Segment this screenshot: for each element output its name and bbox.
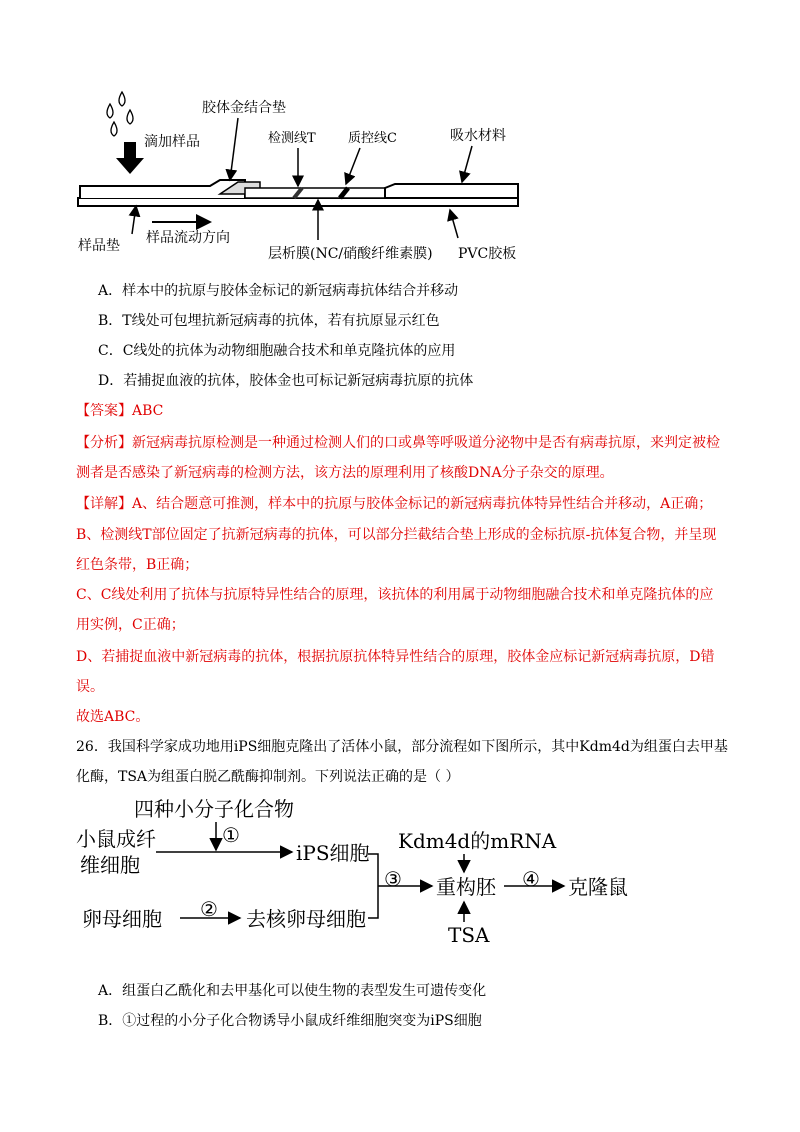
- q25-detail-line-2: B、检测线T部位固定了抗新冠病毒的抗体，可以部分拦截结合垫上形成的金标抗原-抗体复合物，并呈现: [76, 527, 717, 543]
- q25-detail-line-1: 【详解】A、结合题意可推测，样本中的抗原与胶体金标记的新冠病毒抗体特异性结合并移动，A正确；: [76, 496, 713, 512]
- label-clone: 克隆鼠: [568, 875, 628, 899]
- q26-option-b: B．①过程的小分子化合物诱导小鼠成纤维细胞突变为iPS细胞: [98, 1013, 482, 1029]
- q26-stem-line-1: 26．我国科学家成功地用iPS细胞克隆出了活体小鼠，部分流程如下图所示，其中Kdm4d为组蛋白去甲基: [76, 739, 728, 755]
- q25-option-a: A．样本中的抗原与胶体金标记的新冠病毒抗体结合并移动: [98, 283, 459, 299]
- pvc-board: [78, 198, 518, 206]
- label-pvc: PVC胶板: [458, 246, 517, 262]
- label-enucleated: 去核卵母细胞: [246, 907, 366, 931]
- q26-stem-line-2: 化酶，TSA为组蛋白脱乙酰酶抑制剂。下列说法正确的是（ ）: [76, 769, 460, 785]
- label-fibroblast-2: 维细胞: [80, 853, 140, 877]
- label-absorbent: 吸水材料: [450, 128, 506, 144]
- drop-arrow-icon: [116, 142, 144, 174]
- test-strip-diagram: [70, 88, 540, 268]
- label-flow: 样品流动方向: [146, 230, 230, 246]
- label-control-line: 质控线C: [348, 131, 397, 146]
- sample-pad: [80, 180, 245, 198]
- label-sample-drop: 滴加样品: [144, 134, 200, 150]
- label-test-line: 检测线T: [268, 131, 316, 146]
- q25-detail-line-7: 误。: [76, 679, 104, 695]
- q25-detail-line-3: 红色条带，B正确；: [76, 557, 199, 573]
- label-ips: iPS细胞: [296, 841, 370, 865]
- q25-option-d: D．若捕捉血液的抗体，胶体金也可标记新冠病毒抗原的抗体: [98, 373, 474, 389]
- droplet-icon: [107, 92, 133, 136]
- label-step2: ②: [200, 897, 218, 921]
- label-sample-pad: 样品垫: [78, 238, 120, 254]
- label-mrna: Kdm4d的mRNA: [398, 829, 557, 853]
- label-oocyte: 卵母细胞: [82, 907, 162, 931]
- q25-analysis-line-1: 【分析】新冠病毒抗原检测是一种通过检测人们的口或鼻等呼吸道分泌物中是否有病毒抗原，来判定被检: [76, 435, 720, 451]
- q25-conclusion: 故选ABC。: [76, 709, 150, 725]
- label-gold-pad: 胶体金结合垫: [202, 100, 286, 116]
- q25-answer: 【答案】ABC: [76, 403, 164, 419]
- ips-cloning-flowchart: [76, 792, 656, 952]
- q25-detail-line-5: 用实例，C正确；: [76, 617, 185, 633]
- q25-detail-line-4: C、C线处利用了抗体与抗原特异性结合的原理，该抗体的利用属于动物细胞融合技术和单克隆抗体的应: [76, 587, 714, 603]
- label-fibroblast-1: 小鼠成纤: [76, 827, 156, 851]
- absorbent-pad: [385, 184, 518, 198]
- q25-option-b: B．T线处可包埋抗新冠病毒的抗体，若有抗原显示红色: [98, 313, 440, 329]
- q25-detail-line-6: D、若捕捉血液中新冠病毒的抗体，根据抗原抗体特异性结合的原理，胶体金应标记新冠病毒抗原，D错: [76, 649, 715, 665]
- label-embryo: 重构胚: [436, 875, 496, 899]
- label-tsa: TSA: [448, 923, 490, 947]
- label-compounds: 四种小分子化合物: [134, 797, 294, 821]
- label-step1: ①: [222, 823, 240, 847]
- q25-option-c: C．C线处的抗体为动物细胞融合技术和单克隆抗体的应用: [98, 343, 456, 359]
- label-step4: ④: [522, 867, 540, 891]
- q26-option-a: A．组蛋白乙酰化和去甲基化可以使生物的表型发生可遗传变化: [98, 983, 487, 999]
- q25-analysis-line-2: 测者是否感染了新冠病毒的检测方法，该方法的原理利用了核酸DNA分子杂交的原理。: [76, 465, 614, 481]
- nc-membrane: [245, 188, 395, 198]
- label-step3: ③: [384, 867, 402, 891]
- label-membrane: 层析膜(NC/硝酸纤维素膜): [268, 246, 433, 262]
